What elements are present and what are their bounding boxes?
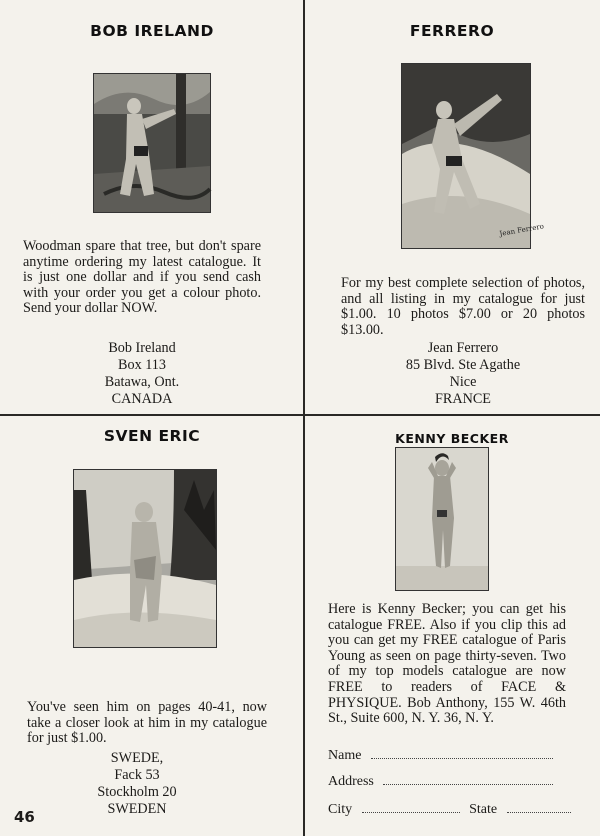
address-line: Stockholm 20 [97, 784, 177, 800]
mailing-address [32, 750, 242, 818]
ad-body-text: You've seen him on pages 40-41, now take a closer look at him in my catalogue for just $1.00. [27, 699, 267, 747]
name-label: Name [328, 748, 362, 763]
address-line: Box 113 [118, 357, 166, 373]
state-line[interactable] [507, 802, 571, 813]
state-label: State [469, 802, 498, 817]
name-field[interactable] [328, 748, 553, 764]
photographer-signature: Jean Ferrero [498, 222, 545, 238]
mailing-address [23, 340, 261, 408]
city-label: City [328, 802, 353, 817]
address-line: Bob Ireland [108, 340, 176, 356]
model-photo [94, 74, 210, 212]
address-line: Fack 53 [114, 767, 160, 783]
model-photo [396, 448, 488, 590]
name-line[interactable] [371, 748, 553, 759]
address-line: Nice [449, 374, 477, 390]
address-line: Jean Ferrero [427, 340, 499, 356]
ad-sven-eric [0, 415, 304, 836]
address-line: FRANCE [435, 391, 491, 407]
ad-kenny-becker [304, 415, 600, 836]
page-number: 46 [14, 808, 35, 826]
ad-title: FERRERO [409, 22, 495, 40]
model-photo [74, 470, 216, 647]
address-line: SWEDE, [110, 750, 164, 766]
mailing-address [341, 340, 585, 408]
ad-title: KENNY BECKER [395, 431, 509, 446]
address-line: CANADA [111, 391, 173, 407]
address-label: Address [328, 774, 374, 789]
ad-body-text: Here is Kenny Becker; you can get his catalogue FREE. Also if you clip this ad you can get my FREE catalogue of Paris Young as seen on page thirty-seven. Two of my top models catalogue are now FREE to readers of FACE & PHYSIQUE. Bob Anthony, 155 W. 46th St., Suite 600, N. Y. 36, N. Y. [328, 601, 566, 727]
city-state-field[interactable] [328, 802, 571, 818]
model-photo [402, 64, 545, 248]
ad-ferrero [304, 0, 600, 415]
ad-bob-ireland [0, 0, 304, 415]
ad-title: BOB IRELAND [90, 22, 214, 40]
address-line: Batawa, Ont. [104, 374, 180, 390]
address-line-input[interactable] [383, 774, 553, 785]
address-line: SWEDEN [107, 801, 167, 817]
ad-title: SVEN ERIC [103, 427, 201, 445]
address-line: 85 Blvd. Ste Agathe [405, 357, 521, 373]
ad-body-text: Woodman spare that tree, but don't spare anytime ordering my latest catalogue. It is just one dollar and if you send cash with your order you get a colour photo. Send your dollar NOW. [23, 238, 261, 317]
city-line[interactable] [362, 802, 460, 813]
ad-body-text: For my best complete selection of photos, and all listing in my catalogue for just $1.00. 10 photos $7.00 or 20 photos $13.00. [341, 275, 585, 338]
address-field[interactable] [328, 774, 553, 790]
